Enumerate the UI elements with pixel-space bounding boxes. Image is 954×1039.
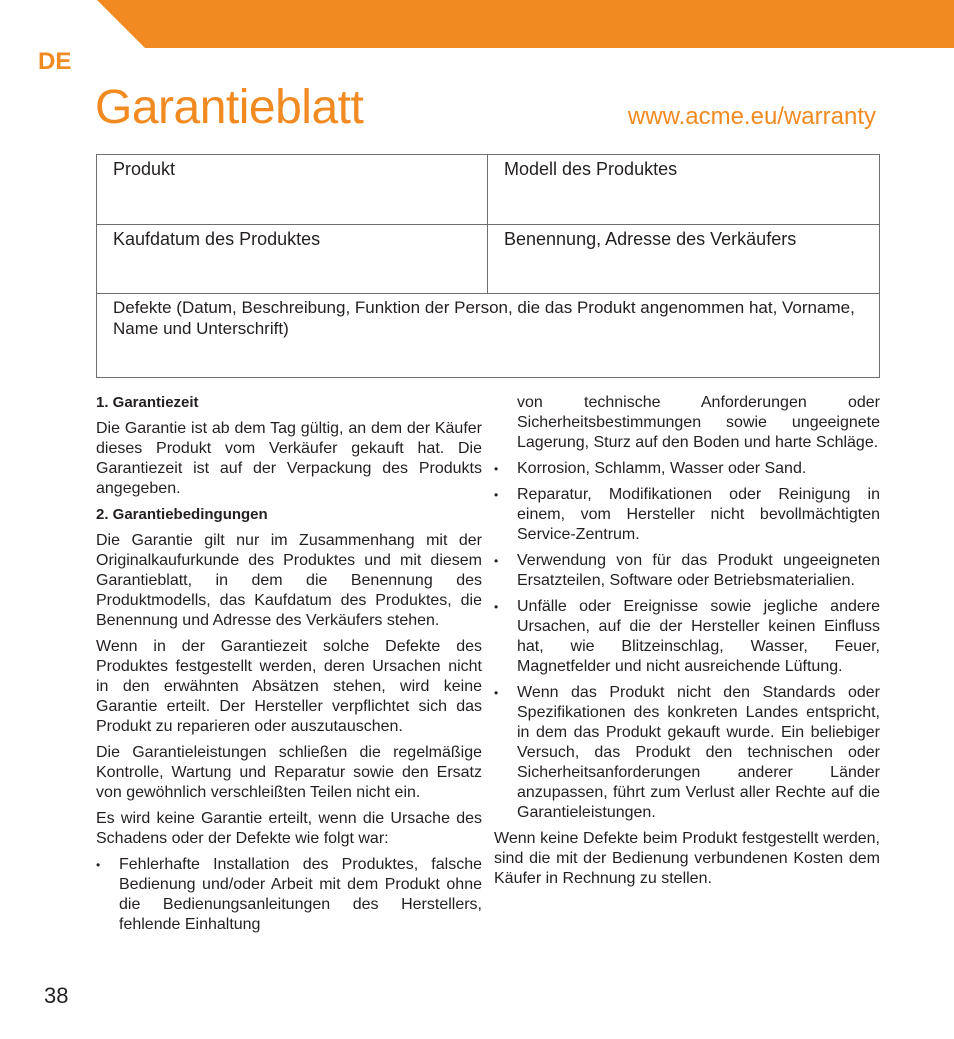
paragraph: Die Garantieleistungen schließen die regelmäßige Kontrolle, Wartung und Reparatur sowie den Ersatz von gewöhnlich verschleißten Teilen nicht ein. [96, 744, 482, 801]
seller-label: Benennung, Adresse des Verkäufers [504, 229, 797, 249]
list-item: • Wenn das Produkt nicht den Standards oder Spezifikationen des konkreten Landes entspricht, in dem das Produkt gekauft wurde. Ein beliebiger Versuch, das Produkt den technischen oder Sicherheitsanforderungen anderer Länder anzupassen, führt zum Verlust aller Rechte auf die Garantieleistungen. [494, 683, 880, 823]
warranty-form-table [96, 154, 880, 378]
section-heading-warranty-conditions: 2. Garantiebedingungen [96, 506, 268, 523]
defects-field[interactable] [97, 294, 880, 378]
paragraph: Wenn in der Garantiezeit solche Defekte des Produktes festgestellt werden, deren Ursachen nicht in den erwähnten Absätzen stehen, wird keine Garantie erteilt. Der Hersteller verpflichtet sich das Produkt zu reparieren oder auszutauschen. [96, 638, 482, 735]
model-label: Modell des Produktes [504, 159, 678, 179]
purchase-date-label: Kaufdatum des Produktes [113, 229, 321, 249]
page-title: Garantieblatt [95, 81, 364, 134]
defects-label: Defekte (Datum, Beschreibung, Funktion der Person, die das Produkt angenommen hat, Vorname, Name und Unterschrift) [113, 298, 855, 338]
orange-header-band [0, 0, 954, 48]
section-heading-warranty-period: 1. Garantiezeit [96, 394, 199, 411]
exclusion-list [96, 855, 482, 935]
product-field[interactable] [97, 155, 488, 225]
list-item: • Unfälle oder Ereignisse sowie jegliche andere Ursachen, auf die der Hersteller keinen Einfluss hat, wie Blitzeinschlag, Wasser, Feuer, Magnetfelder und nicht ausreichende Lüftung. [494, 597, 880, 677]
list-item: • Korrosion, Schlamm, Wasser oder Sand. [494, 459, 880, 479]
purchase-date-field[interactable] [97, 225, 488, 294]
list-item: • Verwendung von für das Produkt ungeeigneten Ersatzteilen, Software oder Betriebsmaterialien. [494, 551, 880, 591]
language-label: DE [38, 48, 72, 75]
paragraph: Es wird keine Garantie erteilt, wenn die Ursache des Schadens oder der Defekte wie folgt war: [96, 810, 482, 847]
paragraph: Die Garantie ist ab dem Tag gültig, an dem der Käufer dieses Produkt vom Verkäufer gekauft hat. Die Garantiezeit ist auf der Verpackung des Produkts angegeben. [96, 420, 482, 497]
paragraph: Wenn keine Defekte beim Produkt festgestellt werden, sind die mit der Bedienung verbundenen Kosten dem Käufer in Rechnung zu stellen. [494, 830, 880, 887]
page-number: 38 [44, 983, 69, 1008]
product-label: Produkt [113, 159, 176, 179]
warranty-url: www.acme.eu/warranty [627, 103, 876, 130]
left-text-column [96, 393, 482, 941]
right-text-column [494, 393, 880, 895]
list-item: • Fehlerhafte Installation des Produktes, falsche Bedienung und/oder Arbeit mit dem Produkt ohne die Bedienungsanleitungen des Herstellers, fehlende Einhaltung [96, 855, 482, 935]
list-item: • Reparatur, Modifikationen oder Reinigung in einem, vom Hersteller nicht bevollmächtigten Service-Zentrum. [494, 485, 880, 545]
paragraph: Die Garantie gilt nur im Zusammenhang mit der Originalkaufurkunde des Produktes und mit diesem Garantieblatt, in dem die Benennung des Produktmodells, das Kaufdatum des Produktes, die Benennung und Adresse des Verkäufers stehen. [96, 532, 482, 629]
model-field[interactable] [488, 155, 880, 225]
list-item-continuation: von technische Anforderungen oder Sicherheitsbestimmungen sowie ungeeignete Lagerung, Sturz auf den Boden und harte Schläge. [517, 394, 880, 451]
exclusion-list-continued [494, 459, 880, 823]
seller-field[interactable] [488, 225, 880, 294]
